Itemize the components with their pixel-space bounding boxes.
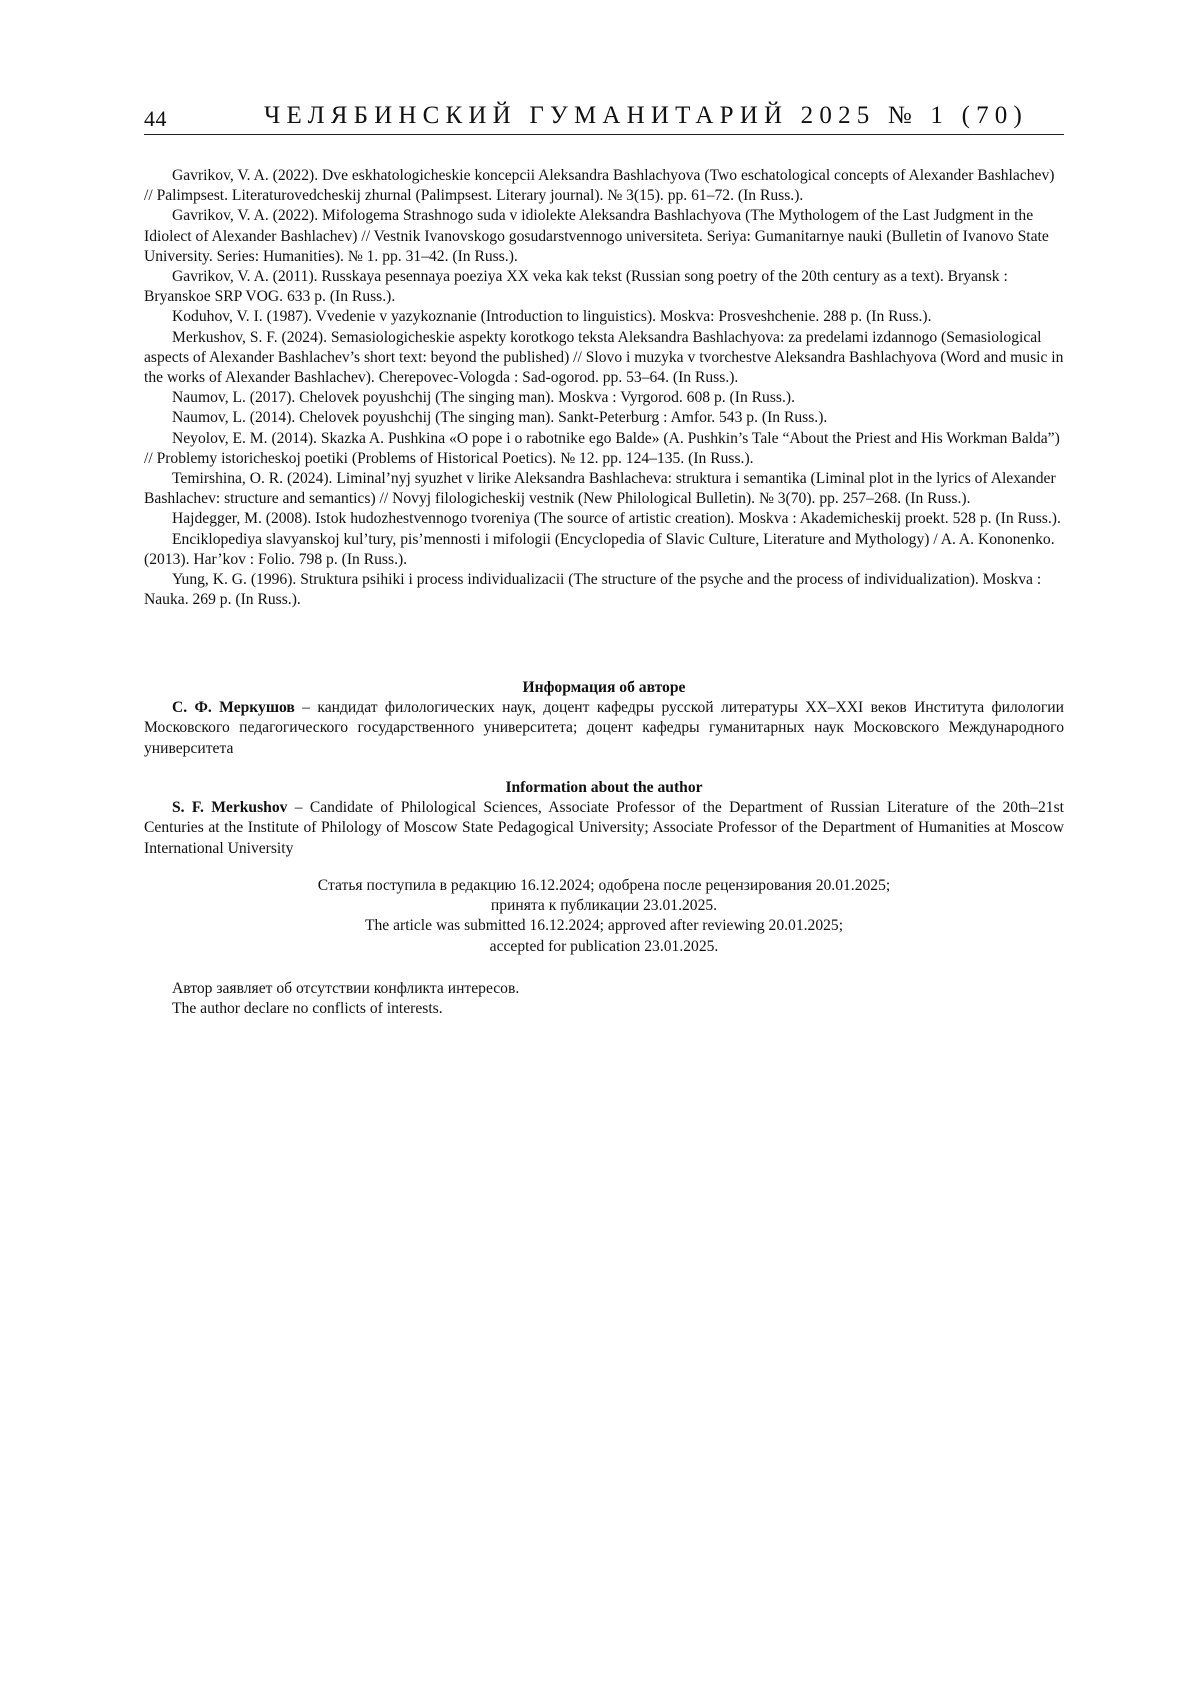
dates-en-line1: The article was submitted 16.12.2024; approved after reviewing 20.01.2025;: [364, 917, 844, 935]
reference-item: Gavrikov, V. A. (2022). Mifologema Strashnogo suda v idiolekte Aleksandra Bashlachyova (The Mythologem of the Last Judgment in the Idiolect of Alexander Bashlachev) // Vestnik Ivanovskogo gosudarstvennogo universiteta. Seriya: Gumanitarnye nauki (Bulletin of Ivanovo State University. Series: Humanities). № 1. pp. 31–42. (In Russ.).: [144, 207, 1049, 265]
reference-item: Naumov, L. (2014). Chelovek poyushchij (The singing man). Sankt-Peterburg : Amfor. 543 p. (In Russ.).: [172, 409, 828, 427]
dates-ru-line2: принята к публикации 23.01.2025.: [490, 897, 718, 915]
dates-ru-line1: Статья поступила в редакцию 16.12.2024; одобрена после рецензирования 20.01.2025;: [317, 877, 891, 894]
journal-title: ЧЕЛЯБИНСКИЙ ГУМАНИТАРИЙ 2025 № 1 (70): [264, 102, 1029, 129]
reference-item: Gavrikov, V. A. (2011). Russkaya pesennaya poeziya XX veka kak tekst (Russian song poetry of the 20th century as a text). Bryansk : Bryanskoe SRP VOG. 633 p. (In Russ.).: [144, 268, 1008, 306]
page-number: 44: [144, 106, 167, 131]
reference-item: Neyolov, E. M. (2014). Skazka A. Pushkina «O pope i o rabotnike ego Balde» (A. Pushkin’s Tale “About the Priest and His Workman Balda”) // Problemy istoricheskoj poetiki (Problems of Historical Poetics). № 12. pp. 124–135. (In Russ.).: [144, 429, 1060, 467]
reference-item: Merkushov, S. F. (2024). Semasiologicheskie aspekty korotkogo teksta Aleksandra Bashlachyova: za predelami izdannogo (Semasiological aspects of Alexander Bashlachev’s short text: beyond the published) // Slovo i muzyka v tvorchestve Aleksandra Bashlachyova (Word and music in the works of Alexander Bashlachev). Cherepovec-Vologda : Sad-ogorod. pp. 53–64. (In Russ.).: [144, 328, 1064, 387]
author-description-en: – Candidate of Philological Sciences, Associate Professor of the Department of Russian Literature of the 20th–21st Centuries at the Institute of Philology of Moscow State Pedagogical University; Associate Professor of the Department of Humanities at Moscow International University: [144, 799, 1064, 857]
submission-dates: [144, 876, 1064, 957]
author-name-ru: С. Ф. Меркушов: [172, 699, 295, 717]
conflict-en: The author declare no conflicts of interests.: [172, 1000, 443, 1018]
dates-en-line2: accepted for publication 23.01.2025.: [489, 937, 719, 955]
author-info-ru: [144, 678, 1064, 759]
running-header: [144, 100, 1064, 135]
reference-item: Hajdegger, M. (2008). Istok hudozhestvennogo tvoreniya (The source of artistic creation). Moskva : Akademicheskij proekt. 528 p. (In Russ.).: [172, 510, 1061, 528]
reference-item: Koduhov, V. I. (1987). Vvedenie v yazykoznanie (Introduction to linguistics). Moskva: Prosveshchenie. 288 p. (In Russ.).: [172, 308, 932, 326]
reference-item: Enciklopediya slavyanskoj kul’tury, pis’mennosti i mifologii (Encyclopedia of Slavic Culture, Literature and Mythology) / A. A. Kononenko. (2013). Har’kov : Folio. 798 p. (In Russ.).: [144, 530, 1055, 568]
reference-item: Yung, K. G. (1996). Struktura psihiki i process individualizacii (The structure of the psyche and the process of individualization). Moskva : Nauka. 269 p. (In Russ.).: [144, 571, 1042, 609]
author-name-en: S. F. Merkushov: [172, 799, 288, 817]
author-info-en: [144, 778, 1064, 859]
reference-item: Temirshina, O. R. (2024). Liminal’nyj syuzhet v lirike Aleksandra Bashlacheva: struktura i semantika (Liminal plot in the lyrics of Alexander Bashlachev: structure and semantics) // Novyj filologicheskij vestnik (New Philological Bulletin). № 3(70). pp. 257–268. (In Russ.).: [144, 470, 1056, 508]
author-info-ru-body: [144, 698, 1064, 759]
author-info-en-body: [144, 798, 1064, 859]
reference-item: Naumov, L. (2017). Chelovek poyushchij (The singing man). Moskva : Vyrgorod. 608 p. (In Russ.).: [172, 389, 795, 407]
conflict-ru: Автор заявляет об отсутствии конфликта интересов.: [172, 980, 520, 997]
author-description-ru: – кандидат филологических наук, доцент кафедры русской литературы XX–XXI веков Института филологии Московского педагогического государственного университета; доцент кафедры гуманитарных наук Московского Международного университета: [144, 699, 1064, 757]
author-info-en-heading: Information about the author: [505, 779, 703, 796]
author-info-ru-heading: Информация об авторе: [522, 679, 686, 696]
references-list: [144, 166, 1064, 610]
conflict-statement: [144, 979, 1064, 1019]
reference-item: Gavrikov, V. A. (2022). Dve eskhatologicheskie koncepcii Aleksandra Bashlachyova (Two eschatological concepts of Alexander Bashlachev) // Palimpsest. Literaturovedcheskij zhurnal (Palimpsest. Literary journal). № 3(15). pp. 61–72. (In Russ.).: [144, 167, 1055, 205]
